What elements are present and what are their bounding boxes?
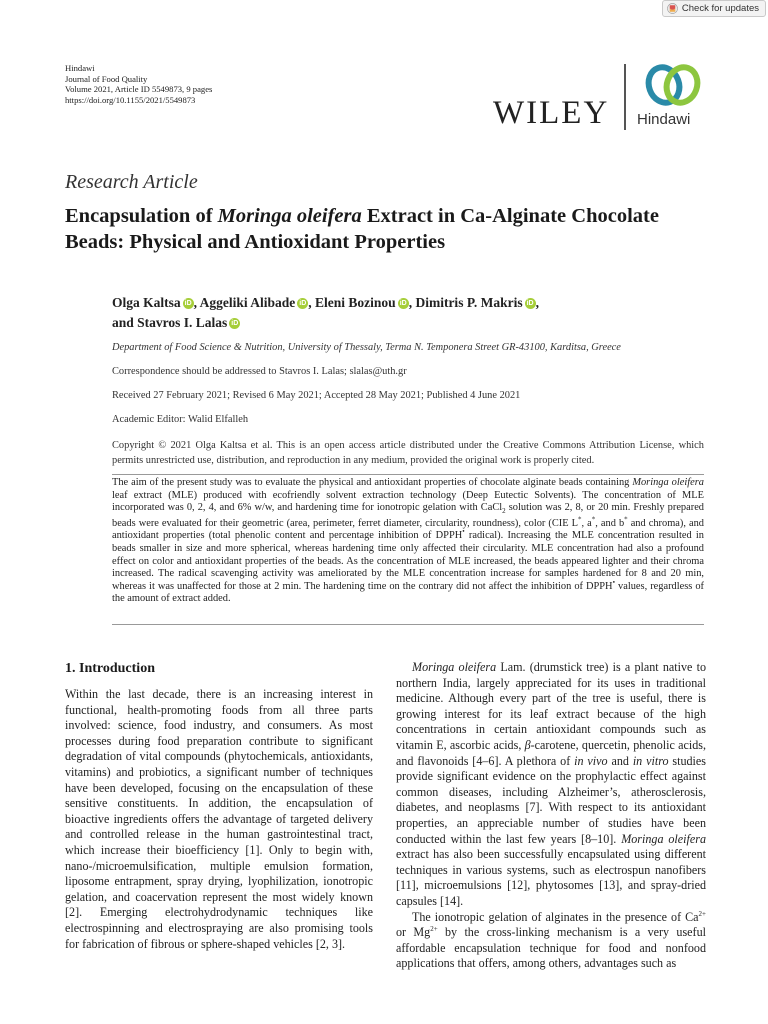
section-heading: 1. Introduction [65, 661, 155, 676]
abstract-text: , a [581, 517, 592, 529]
author-sep: , [308, 295, 316, 310]
abstract-text: The aim of the present study was to evaluate the physical and antioxidant properties of chocolate alginate beads containing [112, 477, 633, 488]
abstract-text: and chroma), and antioxidant properties (total phenolic content and percentage inhibition of DPPH [112, 517, 705, 542]
paragraph-text: -carotene, quercetin, phenolic acids, and flavonoids [4–6]. A plethora of [396, 737, 706, 768]
article-title [65, 203, 705, 255]
intro-paragraph-3 [396, 910, 706, 972]
volume-info: Volume 2021, Article ID 5549873, 9 pages [65, 84, 213, 95]
author-sep: , [535, 295, 539, 310]
author-name[interactable]: and Stavros I. Lalas [112, 315, 228, 330]
abstract-bottom-rule [112, 624, 704, 625]
title-text: Encapsulation of [65, 205, 218, 227]
superscript: * [591, 515, 596, 524]
greek-beta: β [524, 737, 531, 752]
superscript: * [624, 515, 628, 524]
author-name[interactable]: Eleni Bozinou [315, 295, 396, 310]
abstract-species: Moringa oleifera [632, 477, 704, 488]
abstract-top-rule [112, 474, 704, 475]
abstract-text: leaf extract (MLE) produced with ecofriendly solvent extraction technology (Deep Eutectic Solvents). The concentration of MLE incorporated was 0, 2, 4, and 6% w/w, and hardening time for ionotropic gelation with CaCl [112, 489, 704, 514]
author-name[interactable]: Dimitris P. Makris [415, 295, 523, 310]
paragraph-text: or Mg [396, 925, 431, 940]
paragraph-text: and [607, 753, 633, 768]
superscript: * [578, 515, 582, 524]
paragraph-text: The ionotropic gelation of alginates in the presence of Ca [412, 909, 699, 924]
superscript: 2+ [698, 909, 706, 918]
check-for-updates-button[interactable] [662, 0, 766, 17]
copyright-notice: Copyright © 2021 Olga Kaltsa et al. This is an open access article distributed under the Creative Commons Attribution License, which permits unrestricted use, distribution, and reproduction in any medium, provided the original work is properly cited. [112, 440, 704, 466]
doi-link[interactable]: https://doi.org/10.1155/2021/5549873 [65, 94, 196, 105]
hindawi-rings-icon [640, 62, 706, 108]
wiley-logo: WILEY [493, 95, 610, 131]
publication-dates: Received 27 February 2021; Revised 6 May 2021; Accepted 28 May 2021; Published 4 June 2021 [112, 390, 521, 401]
check-for-updates-label: Check for updates [681, 3, 759, 14]
superscript: 2+ [430, 925, 438, 934]
journal-meta [65, 63, 212, 105]
orcid-icon[interactable]: iD [399, 300, 407, 308]
journal-name: Journal of Food Quality [65, 73, 148, 84]
abstract-text: , and b [595, 517, 625, 529]
intro-paragraph-1: Within the last decade, there is an increasing interest in functional, health-promoting foods from all three parts involved: science, food industry, and consumers. As most processes during food preparation contribute to significant degradation of vital compounds (phytochemicals, antioxidants, vitamins) and probiotics, a significant number of techniques have been developed, focusing on the encapsulation of these sensitive constituents. In addition, the encapsulation of bioactive ingredients offers the advantage of targeted delivery and controlled release in the human gastrointestinal tract, which increase their bioefficiency [1]. Only to begin with, nano-/microemulsification, multiple emulsion formation, liposome entrapment, spray drying, lyophilization, ionotropic gelation, and coacervation represent the most widely known [2]. Emerging electrohydrodynamic techniques like electrospinning and electrospraying are also promising tools for fabrication of fibrous or sphere-shaped vehicles [2, 3]. [65, 687, 373, 951]
superscript: • [462, 527, 465, 536]
superscript: • [612, 578, 616, 587]
intro-paragraph-2 [396, 660, 706, 910]
correspondence: Correspondence should be addressed to Stavros I. Lalas; slalas@uth.gr [112, 366, 407, 377]
paragraph-text: Lam. (drumstick tree) is a plant native to northern India, largely appreciated for its uses in traditional medicine. Although every part of the tree is useful, there is growing interest for its leaf extract because of the high concentrations in certain antioxidant compounds such as vitamin E, ascorbic acids, [396, 660, 706, 752]
orcid-icon[interactable]: iD [184, 300, 192, 308]
author-name[interactable]: Aggeliki Alibade [199, 295, 296, 310]
author-sep: , [193, 295, 200, 310]
affiliation: Department of Food Science & Nutrition, University of Thessaly, Terma N. Temponera Street GR-43100, Karditsa, Greece [112, 342, 621, 353]
italic-term: in vitro [632, 753, 669, 768]
abstract-text: values, regardless of the amount of extract added. [112, 580, 704, 605]
subscript: 2 [502, 507, 506, 516]
title-text-rest: Extract in Ca-Alginate Chocolate Beads: Physical and Antioxidant Properties [65, 205, 659, 253]
author-name[interactable]: Olga Kaltsa [112, 295, 181, 310]
title-species: Moringa oleifera [217, 205, 362, 227]
crossmark-icon [667, 3, 678, 14]
abstract-text: radical). Increasing the MLE concentration resulted in beads smaller in size and more spherical, whereas hardening time only affected their circularity. MLE concentration had also a profound effect on color and antioxidant properties of the beads. As the concentration of MLE increased, the beads appeared lighter and their chroma increased. The radical scavenging activity was ameliorated by the MLE concentration increase for samples hardened for 8 and 20 min, whereas it was unaffected for those at 2 min. The hardening time on the contrary did not affect the inhibition of DPPH [112, 530, 704, 592]
species-name: Moringa oleifera [621, 831, 707, 846]
author-list [112, 293, 632, 333]
author-sep: , [408, 295, 416, 310]
paragraph-text: extract has also been successfully encapsulated using different techniques in various systems, such as electrospun nanofibers [11], microemulsions [12], phytosomes [13], and spray-dried capsules [14]. [396, 847, 706, 908]
body-column-right [396, 660, 706, 972]
paragraph-text: by the cross-linking mechanism is a very useful affordable encapsulation technique for food and nonfood applications that offers, among others, advantages such as [396, 925, 706, 971]
italic-term: in vivo [574, 753, 608, 768]
article-type: Research Article [65, 171, 198, 193]
publisher-name: Hindawi [65, 63, 95, 73]
paragraph-text: studies provide significant evidence on the prophylactic effect against common diseases, including Alzheimer’s, atherosclerosis, diabetes, and neoplasms [7]. With respect to its antioxidant properties, an appreciable number of studies have been conducted within the last few years [8–10]. [396, 753, 706, 846]
orcid-icon[interactable]: iD [299, 300, 307, 308]
academic-editor: Academic Editor: Walid Elfalleh [112, 414, 249, 425]
logo-divider [624, 64, 626, 130]
orcid-icon[interactable]: iD [526, 300, 534, 308]
orcid-icon[interactable]: iD [231, 320, 239, 328]
abstract [112, 477, 704, 606]
body-column-left [65, 687, 373, 952]
species-name: Moringa oleifera [412, 660, 497, 674]
hindawi-wordmark: Hindawi [637, 111, 691, 128]
abstract-text: solution was 2, 8, or 20 min. Freshly prepared beads were evaluated for their geometric (area, perimeter, ferret diameter, circularity, roundness), color (CIE L [112, 502, 705, 529]
